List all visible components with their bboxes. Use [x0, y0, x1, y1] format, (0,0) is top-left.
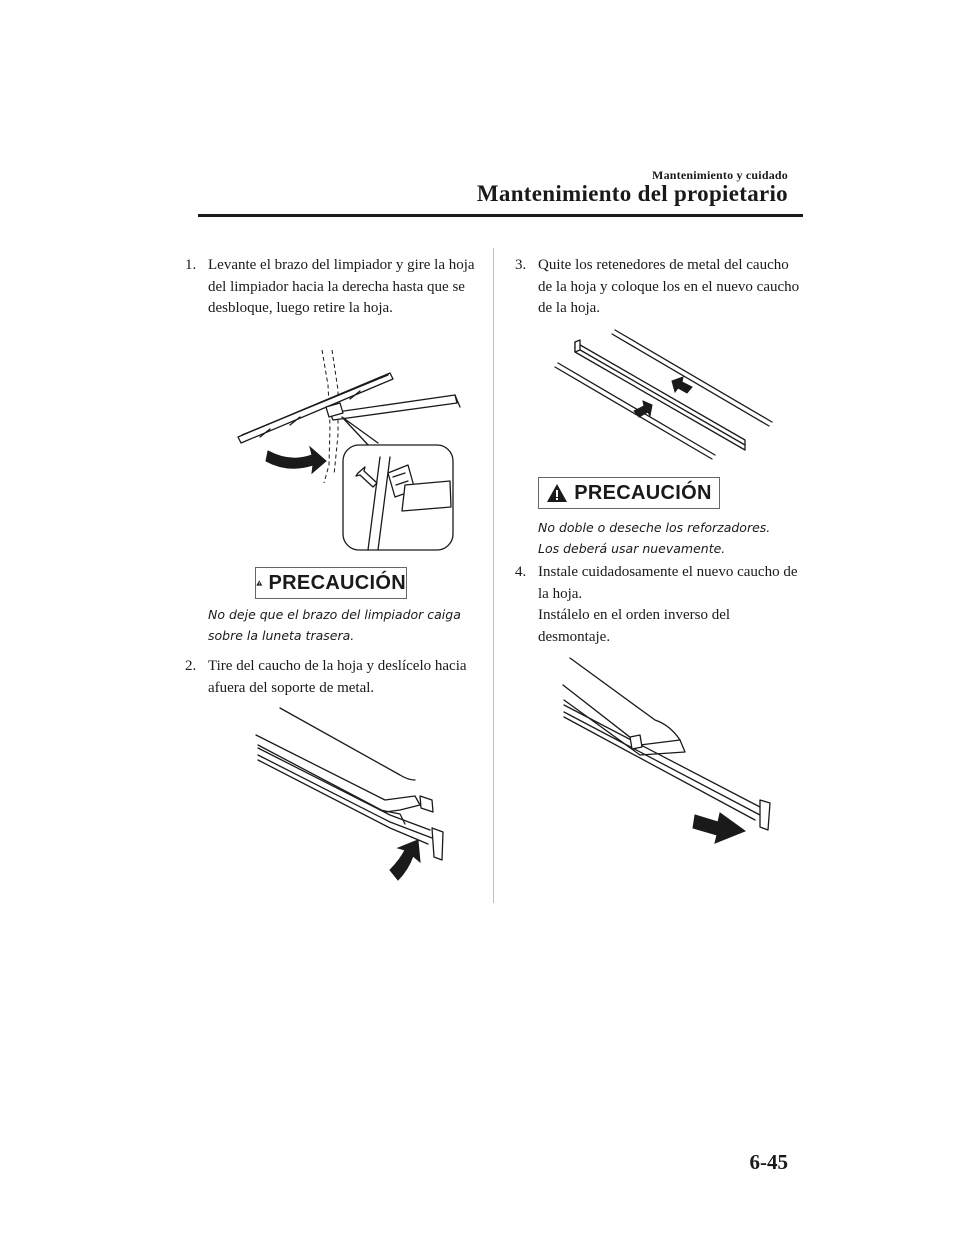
retainers-illustration	[555, 330, 772, 459]
insert-arrow-icon	[693, 813, 745, 843]
page-number: 6-45	[749, 1150, 788, 1174]
figure-remove-blade	[230, 345, 465, 555]
pull-arrow-icon	[390, 840, 420, 880]
wiper-arm-blade-illustration	[238, 350, 460, 550]
rotate-arrow-icon	[266, 447, 326, 473]
install-rubber-illustration	[563, 658, 770, 843]
caution-label: PRECAUCIÓN	[268, 571, 406, 594]
step-number: 1.	[185, 257, 197, 273]
step-text-line-2: Instálelo en el orden inverso del desmontaje.	[538, 607, 731, 645]
caution-box-2	[538, 477, 720, 509]
step-text: Quite los retenedores de metal del caucho de la hoja y coloque los en el nuevo caucho de la hoja.	[538, 257, 800, 316]
caution-box-1	[255, 567, 407, 599]
blade-rubber-illustration	[256, 708, 443, 880]
figure-remove-retainers	[550, 325, 780, 465]
step-number: 2.	[185, 658, 197, 674]
figure-install-rubber	[560, 655, 775, 850]
figure-pull-rubber	[250, 700, 455, 900]
step-text-line-1: Instale cuidadosamente el nuevo caucho de la hoja.	[538, 564, 798, 602]
step-number: 3.	[515, 257, 527, 273]
caution-label: PRECAUCIÓN	[574, 481, 712, 504]
step-text: Levante el brazo del limpiador y gire la hoja del limpiador hacia la derecha hasta que se desbloque, luego retire la hoja.	[208, 257, 475, 316]
page-title: Mantenimiento del propietario	[476, 181, 788, 206]
step-text: Tire del caucho de la hoja y deslícelo hacia afuera del soporte de metal.	[208, 658, 467, 696]
step-number: 4.	[515, 564, 527, 580]
section-label: Mantenimiento y cuidado	[652, 168, 788, 182]
step-2	[185, 656, 475, 699]
header-rule	[198, 214, 803, 217]
warning-triangle-icon	[256, 573, 263, 593]
caution-note-2: No doble o deseche los reforzadores. Los deberá usar nuevamente.	[538, 520, 771, 556]
step-1	[185, 255, 475, 320]
caution-note-1: No deje que el brazo del limpiador caiga sobre la luneta trasera.	[208, 607, 461, 643]
warning-triangle-icon	[546, 483, 568, 503]
column-divider	[493, 248, 494, 903]
step-4	[515, 562, 805, 648]
step-3	[515, 255, 805, 320]
